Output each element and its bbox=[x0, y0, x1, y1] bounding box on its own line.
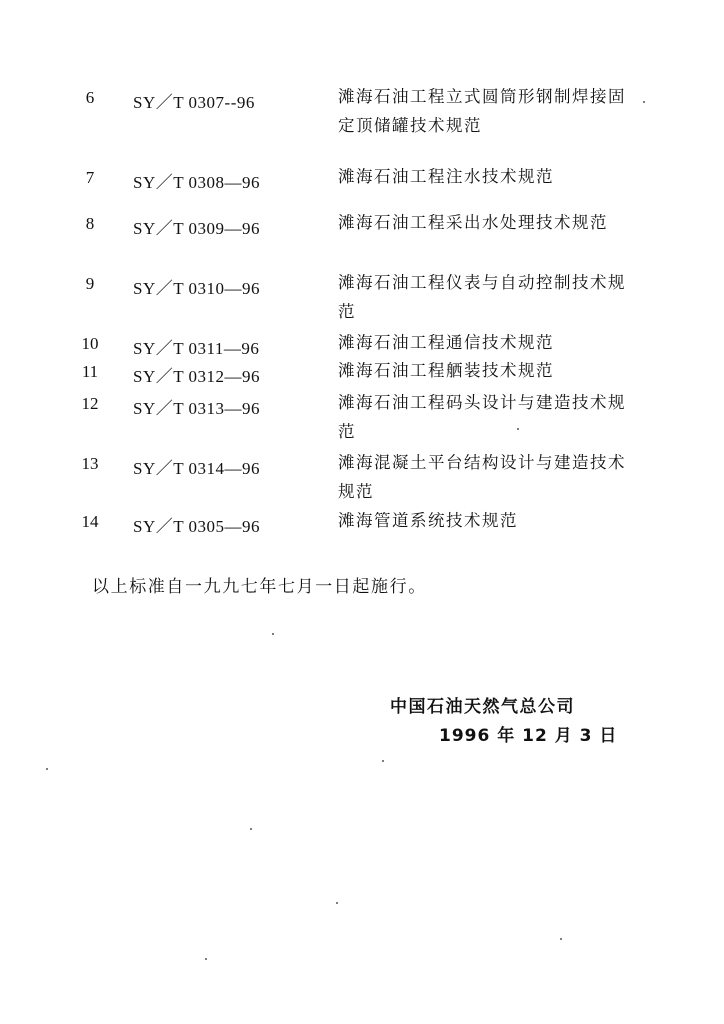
standard-title: 滩海混凝土平台结构设计与建造技术规范 bbox=[338, 453, 626, 501]
standard-code: SY／T 0313—96 bbox=[133, 399, 261, 418]
item-number: 11 bbox=[81, 362, 99, 381]
standard-title: 滩海石油工程采出水处理技术规范 bbox=[338, 213, 608, 232]
standard-code: SY／T 0312—96 bbox=[133, 367, 261, 386]
standard-title: 滩海石油工程注水技术规范 bbox=[338, 167, 554, 186]
standard-code: SY／T 0305—96 bbox=[133, 517, 261, 536]
item-number: 9 bbox=[85, 274, 95, 293]
standard-code: SY／T 0307--96 bbox=[133, 93, 255, 112]
scan-speck bbox=[250, 828, 252, 830]
scan-speck bbox=[560, 938, 562, 940]
standard-title: 滩海石油工程码头设计与建造技术规范 bbox=[338, 393, 626, 441]
standard-title: 滩海石油工程立式圆筒形钢制焊接固定顶储罐技术规范 bbox=[338, 87, 626, 135]
scan-speck bbox=[336, 902, 338, 904]
scan-speck bbox=[46, 768, 48, 770]
item-number: 12 bbox=[81, 394, 99, 413]
item-number: 14 bbox=[81, 512, 99, 531]
item-number: 8 bbox=[85, 214, 95, 233]
standard-code: SY／T 0310—96 bbox=[133, 279, 261, 298]
standard-code: SY／T 0309—96 bbox=[133, 219, 261, 238]
standard-title: 滩海石油工程通信技术规范 bbox=[338, 333, 554, 352]
standard-title: 滩海石油工程舾装技术规范 bbox=[338, 361, 554, 380]
standard-title: 滩海石油工程仪表与自动控制技术规范 bbox=[338, 273, 626, 321]
scan-speck bbox=[205, 958, 207, 960]
issue-date: 1996 年 12 月 3 日 bbox=[439, 726, 618, 746]
scan-speck bbox=[272, 633, 274, 635]
standard-title: 滩海管道系统技术规范 bbox=[338, 511, 518, 530]
scan-speck bbox=[517, 428, 519, 430]
scan-speck bbox=[643, 101, 645, 103]
standard-code: SY／T 0311—96 bbox=[133, 339, 260, 358]
standard-code: SY／T 0308—96 bbox=[133, 173, 261, 192]
item-number: 6 bbox=[85, 88, 95, 107]
item-number: 7 bbox=[85, 168, 95, 187]
item-number: 13 bbox=[81, 454, 99, 473]
scan-speck bbox=[382, 760, 384, 762]
standard-code: SY／T 0314—96 bbox=[133, 459, 261, 478]
effective-date-note: 以上标准自一九九七年七月一日起施行。 bbox=[92, 577, 427, 597]
issuing-organization: 中国石油天然气总公司 bbox=[390, 697, 575, 717]
item-number: 10 bbox=[81, 334, 99, 353]
